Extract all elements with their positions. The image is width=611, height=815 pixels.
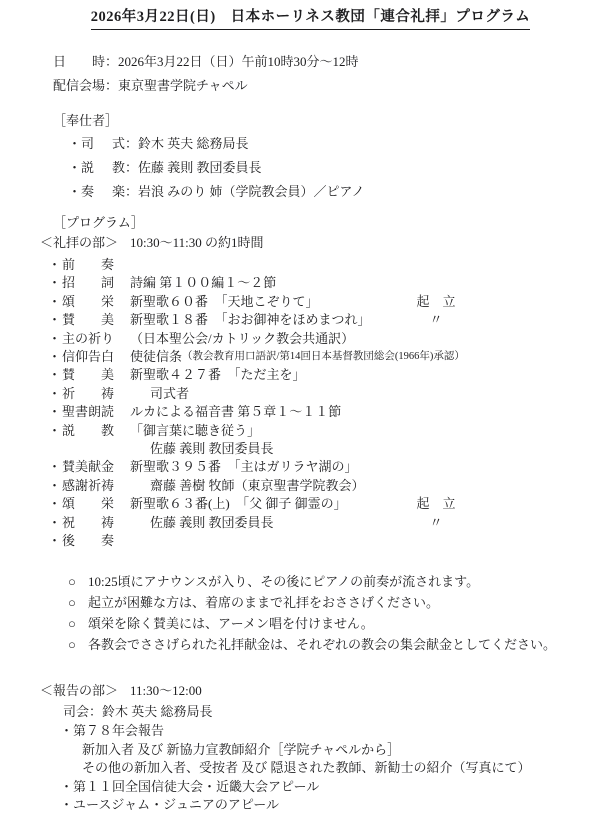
program-row-prayer <box>48 385 581 403</box>
bullet-glyph: ・ <box>48 385 62 401</box>
program-item-label: 聖書朗読 <box>62 404 115 420</box>
bullet-glyph: ・ <box>48 477 62 493</box>
program-item-label: 説教 <box>62 422 114 438</box>
servants-section <box>40 110 581 204</box>
report-subitem-text: その他の新加入者、受按者 及び 隠退された教師、新勧士の紹介（写真にて） <box>82 760 531 776</box>
bullet-glyph: ・ <box>48 514 62 530</box>
bullet-glyph: ・ <box>60 723 74 739</box>
program-item-note: 〃 <box>429 514 443 530</box>
report-section <box>40 680 581 815</box>
colon-glyph: ： <box>105 78 119 93</box>
bullet-glyph: ・ <box>48 404 62 420</box>
program-item-content: 齋藤 善樹 牧師（東京聖書学院教会） <box>150 477 365 493</box>
program-item-label: 後奏 <box>62 533 114 549</box>
note-item <box>68 613 581 634</box>
colon-glyph: ： <box>125 136 139 151</box>
program-item-label: 頌栄 <box>62 293 114 309</box>
bullet-glyph: ・ <box>48 257 62 272</box>
program-item-content-small: （教会教育用口語訳/第14回日本基督教団総会(1966年)承認） <box>182 351 465 363</box>
bullet-glyph: ・ <box>60 797 74 813</box>
spacer <box>62 440 114 458</box>
bullet-glyph: ・ <box>48 422 62 438</box>
program-row-sermon <box>48 422 581 440</box>
moderator-line <box>63 701 581 722</box>
spacer <box>48 440 62 458</box>
program-item-label: 頌栄 <box>62 496 114 512</box>
note-text: 各教会でささげられた礼拝献金は、それぞれの教会の集会献金としてください。 <box>88 637 557 653</box>
report-part-heading-line <box>40 680 581 701</box>
servant-row <box>68 132 581 156</box>
program-item-label: 招詞 <box>62 275 114 291</box>
program-item-content: ルカによる福音書 第５章１～１１節 <box>130 404 342 420</box>
worship-part-heading-line <box>40 233 581 253</box>
note-text: 起立が困難な方は、着席のままで礼拝をおささげください。 <box>88 594 440 610</box>
program-item-label: 主の祈り <box>62 330 115 346</box>
note-item <box>68 592 581 613</box>
bullet-glyph: ・ <box>48 459 62 475</box>
program-item-label: 賛美 <box>62 312 114 328</box>
program-row-postlude <box>48 532 581 550</box>
program-row-doxology <box>48 293 581 311</box>
moderator-name: 鈴木 英夫 総務局長 <box>102 704 213 720</box>
colon-glyph: ： <box>89 704 103 720</box>
moderator-label: 司会 <box>63 704 90 720</box>
bullet-glyph: ・ <box>48 275 62 291</box>
circle-glyph: ○ <box>68 594 76 610</box>
report-subitem-text: 新加入者 及び 新協力宣教師紹介［学院チャペルから］ <box>82 741 401 757</box>
report-subitem <box>82 759 581 778</box>
report-item-text: 第１１回全国信徒大会・近畿大会アピール <box>73 778 320 794</box>
program-row-hymn <box>48 311 581 329</box>
bullet-glyph: ・ <box>48 349 62 365</box>
document-title-row <box>40 6 581 30</box>
program-heading: ［プログラム］ <box>53 215 144 230</box>
servant-row <box>68 156 581 180</box>
program-item-label: 祝祷 <box>62 514 114 530</box>
program-item-note: 〃 <box>429 312 443 328</box>
program-item-label: 賛美 <box>62 367 114 383</box>
program-row-call <box>48 274 581 292</box>
program-item-content: （日本聖公会/カトリック教会共通訳） <box>130 330 355 346</box>
bullet-glyph: ・ <box>68 136 82 151</box>
program-item-content: 「御言葉に聴き従う」 <box>130 422 261 438</box>
bullet-glyph: ・ <box>48 367 62 383</box>
bullet-glyph: ・ <box>48 293 62 309</box>
bullet-glyph: ・ <box>48 312 62 328</box>
bullet-glyph: ・ <box>48 330 62 346</box>
program-row-lords-prayer <box>48 330 581 348</box>
program-row-hymn <box>48 366 581 384</box>
program-item-content: 新聖歌１８番 「おお御神をほめまつれ」 <box>130 312 371 328</box>
program-item-label: 前奏 <box>62 257 114 272</box>
program-item-content: 使徒信条 <box>130 349 183 365</box>
servant-name: 佐藤 義則 教団委員長 <box>138 160 262 175</box>
program-row-doxology <box>48 495 581 513</box>
report-item-text: 第７８年会報告 <box>73 723 165 739</box>
datetime-label: 日時 <box>53 54 105 69</box>
note-text: 頌栄を除く賛美には、アーメン唱を付けません。 <box>88 615 374 631</box>
servant-name: 岩浪 みのり 姉（学院教会員）／ピアノ <box>138 184 365 199</box>
bullet-glyph: ・ <box>68 160 82 175</box>
program-item-note: 起 立 <box>416 496 456 512</box>
report-item <box>60 722 581 741</box>
colon-glyph: ： <box>125 160 139 175</box>
program-item-label: 信仰告白 <box>62 349 115 365</box>
program-row-creed <box>48 348 581 366</box>
servant-role-label: 説教 <box>81 160 125 175</box>
worship-items <box>40 256 581 551</box>
datetime-value: 2026年3月22日（日）午前10時30分～12時 <box>118 54 359 69</box>
program-row-thanks-prayer <box>48 477 581 495</box>
event-info <box>53 50 581 98</box>
report-item <box>60 778 581 797</box>
report-item-text: ユースジャム・ジュニアのアピール <box>73 797 280 813</box>
note-item <box>68 634 581 655</box>
notes-section <box>40 571 581 656</box>
colon-glyph: ： <box>125 184 139 199</box>
circle-glyph: ○ <box>68 615 76 631</box>
colon-glyph: ： <box>105 54 119 69</box>
servant-row <box>68 180 581 204</box>
program-item-content: 詩編 第１００編１～２節 <box>130 275 277 291</box>
servant-role-label: 奏楽 <box>81 184 125 199</box>
program-row-offering <box>48 458 581 476</box>
program-item-label: 祈祷 <box>62 385 114 401</box>
servants-heading: ［奉仕者］ <box>53 113 119 128</box>
venue-label: 配信会場 <box>53 78 106 93</box>
event-datetime-line <box>53 50 581 74</box>
program-item-content: 新聖歌６３番(上) 「父 御子 御霊の」 <box>130 496 347 512</box>
program-item-content: 新聖歌４２７番 「ただ主を」 <box>130 367 306 383</box>
program-item-content: 新聖歌３９５番 「主はガリラヤ湖の」 <box>130 459 358 475</box>
report-item <box>60 796 581 815</box>
program-item-note: 起 立 <box>416 293 456 309</box>
report-part-label: ＜報告の部＞ <box>40 683 119 699</box>
bullet-glyph: ・ <box>48 496 62 512</box>
worship-part-time: 10:30～11:30 の約1時間 <box>130 235 264 250</box>
servant-role-label: 司式 <box>81 136 125 151</box>
worship-part-label: ＜礼拝の部＞ <box>40 235 119 250</box>
program-item-content: 佐藤 義則 教団委員長 <box>150 441 274 457</box>
program-item-label: 賛美献金 <box>62 459 115 475</box>
document-title: 2026年3月22日(日) 日本ホーリネス教団「連合礼拝」プログラム <box>91 6 530 30</box>
report-subitem <box>82 741 581 760</box>
bullet-glyph: ・ <box>68 184 82 199</box>
event-venue-line <box>53 74 581 98</box>
circle-glyph: ○ <box>68 637 76 653</box>
program-item-label: 感謝祈祷 <box>62 477 115 493</box>
program-row-prelude <box>48 256 581 274</box>
bullet-glyph: ・ <box>60 778 74 794</box>
note-text: 10:25頃にアナウンスが入り、その後にピアノの前奏が流されます。 <box>88 573 480 589</box>
bullet-glyph: ・ <box>48 533 62 549</box>
program-item-content: 司式者 <box>150 385 190 401</box>
program-item-content: 新聖歌６０番 「天地こぞりて」 <box>130 293 319 309</box>
report-part-time: 11:30～12:00 <box>130 683 202 699</box>
program-row-scripture <box>48 403 581 421</box>
servant-name: 鈴木 英夫 総務局長 <box>138 136 249 151</box>
program-row-sermon-speaker <box>48 440 581 458</box>
circle-glyph: ○ <box>68 573 76 589</box>
venue-value: 東京聖書学院チャペル <box>118 78 248 93</box>
program-row-benediction <box>48 514 581 532</box>
note-item <box>68 571 581 592</box>
program-section <box>40 213 581 551</box>
program-item-content: 佐藤 義則 教団委員長 <box>150 514 274 530</box>
